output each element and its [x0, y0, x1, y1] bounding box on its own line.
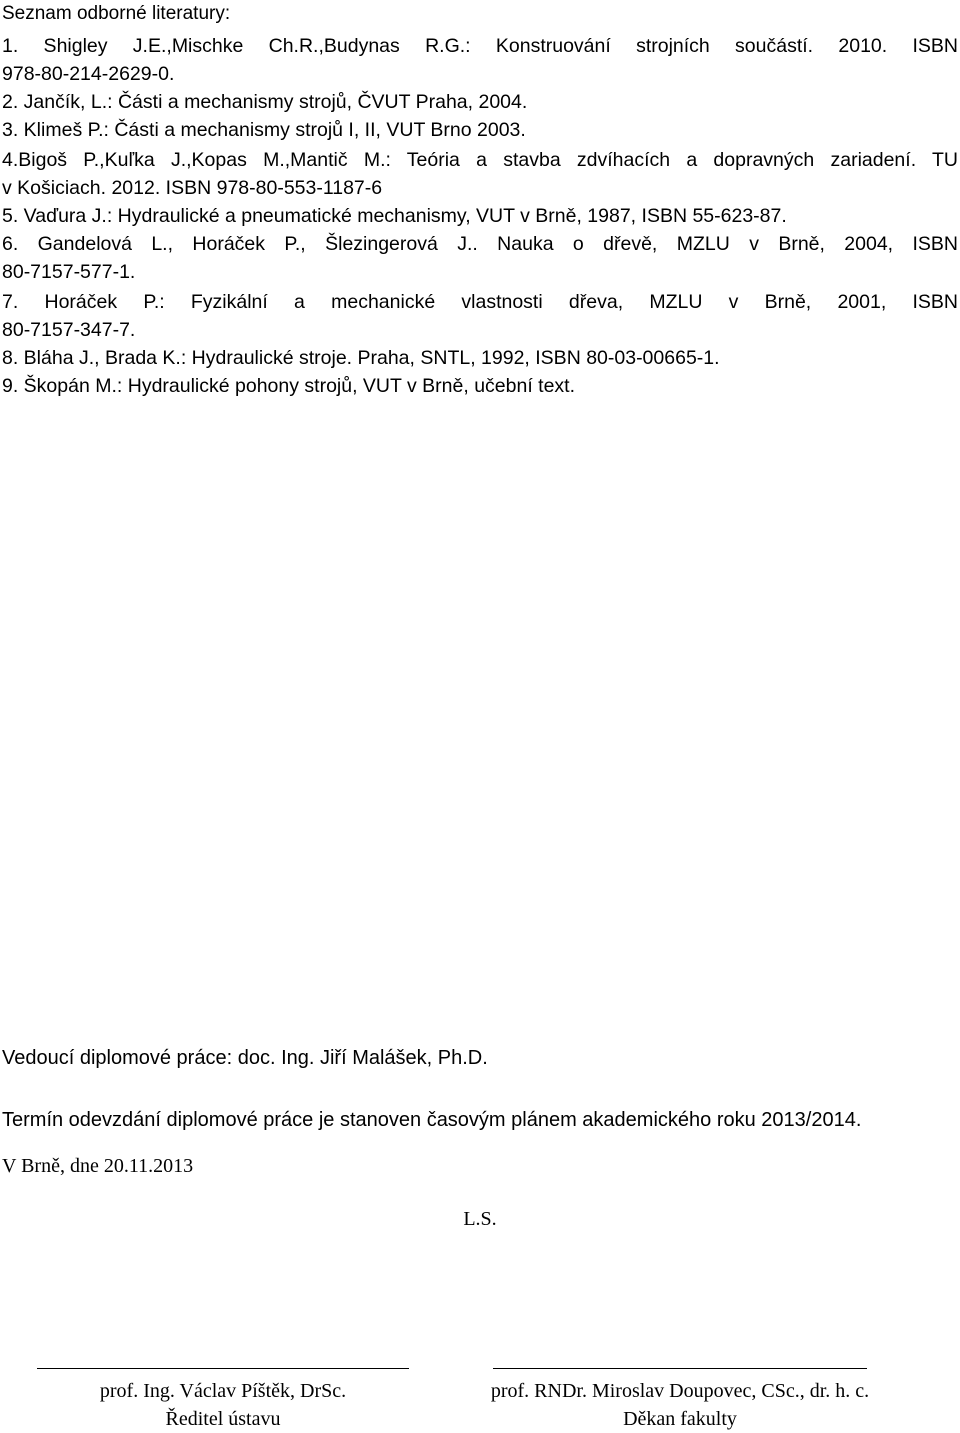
signature-left	[36, 1368, 410, 1433]
bibliography-line: 4.Bigoš P.,Kuľka J.,Kopas M.,Mantič M.: Teória a stavba zdvíhacích a dopravných zariadení. TU	[2, 149, 958, 171]
place-date-line: V Brně, dne 20.11.2013	[2, 1155, 194, 1177]
signature-right-name: prof. RNDr. Miroslav Doupovec, CSc., dr. h. c.	[490, 1380, 870, 1402]
bibliography-line: 80-7157-347-7.	[2, 319, 136, 341]
bibliography-line: 5. Vaďura J.: Hydraulické a pneumatické mechanismy, VUT v Brně, 1987, ISBN 55-623-87.	[2, 205, 787, 227]
bibliography-line: 80-7157-577-1.	[2, 261, 136, 283]
bibliography-line: 7. Horáček P.: Fyzikální a mechanické vlastnosti dřeva, MZLU v Brně, 2001, ISBN	[2, 291, 958, 313]
bibliography-heading: Seznam odborné literatury:	[2, 3, 231, 24]
bibliography-line: 6. Gandelová L., Horáček P., Šlezingerová J.. Nauka o dřevě, MZLU v Brně, 2004, ISBN	[2, 233, 958, 255]
signature-right	[440, 1368, 920, 1433]
bibliography-line: 2. Jančík, L.: Části a mechanismy strojů, ČVUT Praha, 2004.	[2, 91, 528, 113]
seal-label: L.S.	[463, 1208, 497, 1230]
bibliography-line: 1. Shigley J.E.,Mischke Ch.R.,Budynas R.G.: Konstruování strojních součástí. 2010. ISBN	[2, 35, 958, 57]
signature-left-role: Ředitel ústavu	[165, 1408, 281, 1430]
bibliography-line: 9. Škopán M.: Hydraulické pohony strojů, VUT v Brně, učební text.	[2, 375, 576, 397]
signature-left-name: prof. Ing. Václav Píštěk, DrSc.	[99, 1380, 347, 1402]
signature-line-right	[493, 1368, 867, 1369]
bibliography-line: 3. Klimeš P.: Části a mechanismy strojů I, II, VUT Brno 2003.	[2, 119, 526, 141]
deadline-line: Termín odevzdání diplomové práce je stanoven časovým plánem akademického roku 2013/2014.	[2, 1109, 862, 1131]
supervisor-line: Vedoucí diplomové práce: doc. Ing. Jiří Malášek, Ph.D.	[2, 1047, 488, 1069]
bibliography-line: 978-80-214-2629-0.	[2, 63, 175, 85]
bibliography-line: 8. Bláha J., Brada K.: Hydraulické stroje. Praha, SNTL, 1992, ISBN 80-03-00665-1.	[2, 347, 720, 369]
signature-line-left	[37, 1368, 409, 1369]
bibliography-line: v Košiciach. 2012. ISBN 978-80-553-1187-6	[2, 177, 383, 199]
signature-right-role: Děkan fakulty	[623, 1408, 737, 1430]
